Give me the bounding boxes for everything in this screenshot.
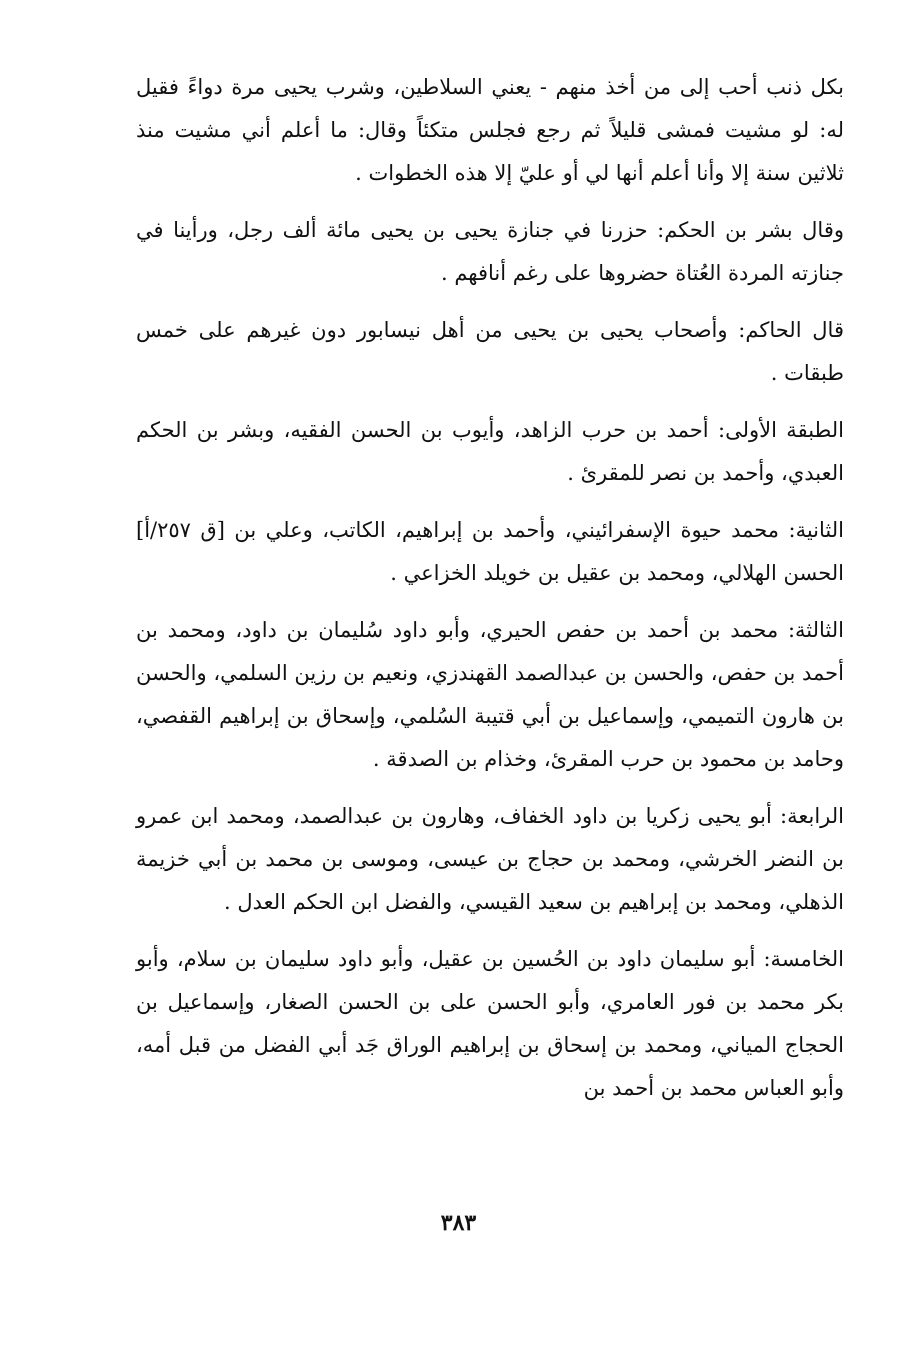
paragraph-8: الخامسة: أبو سليمان داود بن الحُسين بن عقيل، وأبو داود سليمان بن سلام، وأبو بكر محمد بن فور العامري، وأبو الحسن على بن الحسن الصغار، وإسماعيل بن الحجاج المياني، ومحمد بن إسحاق بن إبراهيم الوراق جَد أبي الفضل من قبل أمه، وأبو العباس محمد بن أحمد بن [136, 947, 844, 1100]
paragraph-6: الثالثة: محمد بن أحمد بن حفص الحيري، وأبو داود سُليمان بن داود، ومحمد بن أحمد بن حفص، والحسن بن عبدالصمد القهندزي، ونعيم بن رزين السلمي، والحسن بن هارون التميمي، وإسماعيل بن أبي قتيبة السُلمي، وإسحاق بن إبراهيم القفصي، وحامد بن محمود بن حرب المقرئ، وخذام بن الصدقة . [136, 618, 844, 771]
paragraph-5: الثانية: محمد حيوة الإسفرائيني، وأحمد بن إبراهيم، الكاتب، وعلي بن [ق ٢٥٧/أ] الحسن الهلالي، ومحمد بن عقيل بن خويلد الخزاعي . [136, 518, 844, 585]
paragraph-1: بكل ذنب أحب إلى من أخذ منهم - يعني السلاطين، وشرب يحيى مرة دواءً فقيل له: لو مشيت فمشى قليلاً ثم رجع فجلس متكئاً وقال: ما أعلم أني مشيت منذ ثلاثين سنة إلا وأنا أعلم أنها لي أو عليّ إلا هذه الخطوات . [136, 75, 844, 185]
paragraph-7: الرابعة: أبو يحيى زكريا بن داود الخفاف، وهارون بن عبدالصمد، ومحمد ابن عمرو بن النضر الخرشي، ومحمد بن حجاج بن عيسى، وموسى بن محمد بن أبي خزيمة الذهلي، ومحمد بن إبراهيم بن سعيد القيسي، والفضل ابن الحكم العدل . [136, 804, 844, 914]
body-text [136, 66, 844, 1124]
paragraph-4: الطبقة الأولى: أحمد بن حرب الزاهد، وأيوب بن الحسن الفقيه، وبشر بن الحكم العبدي، وأحمد بن نصر للمقرئ . [136, 418, 844, 485]
page-number: ٣٨٣ [440, 1210, 477, 1236]
paragraph-2: وقال بشر بن الحكم: حزرنا في جنازة يحيى بن يحيى مائة ألف رجل، ورأينا في جنازته المردة العُتاة حضروها على رغم أنافهم . [136, 218, 844, 285]
paragraph-3: قال الحاكم: وأصحاب يحيى بن يحيى من أهل نيسابور دون غيرهم على خمس طبقات . [136, 318, 844, 385]
